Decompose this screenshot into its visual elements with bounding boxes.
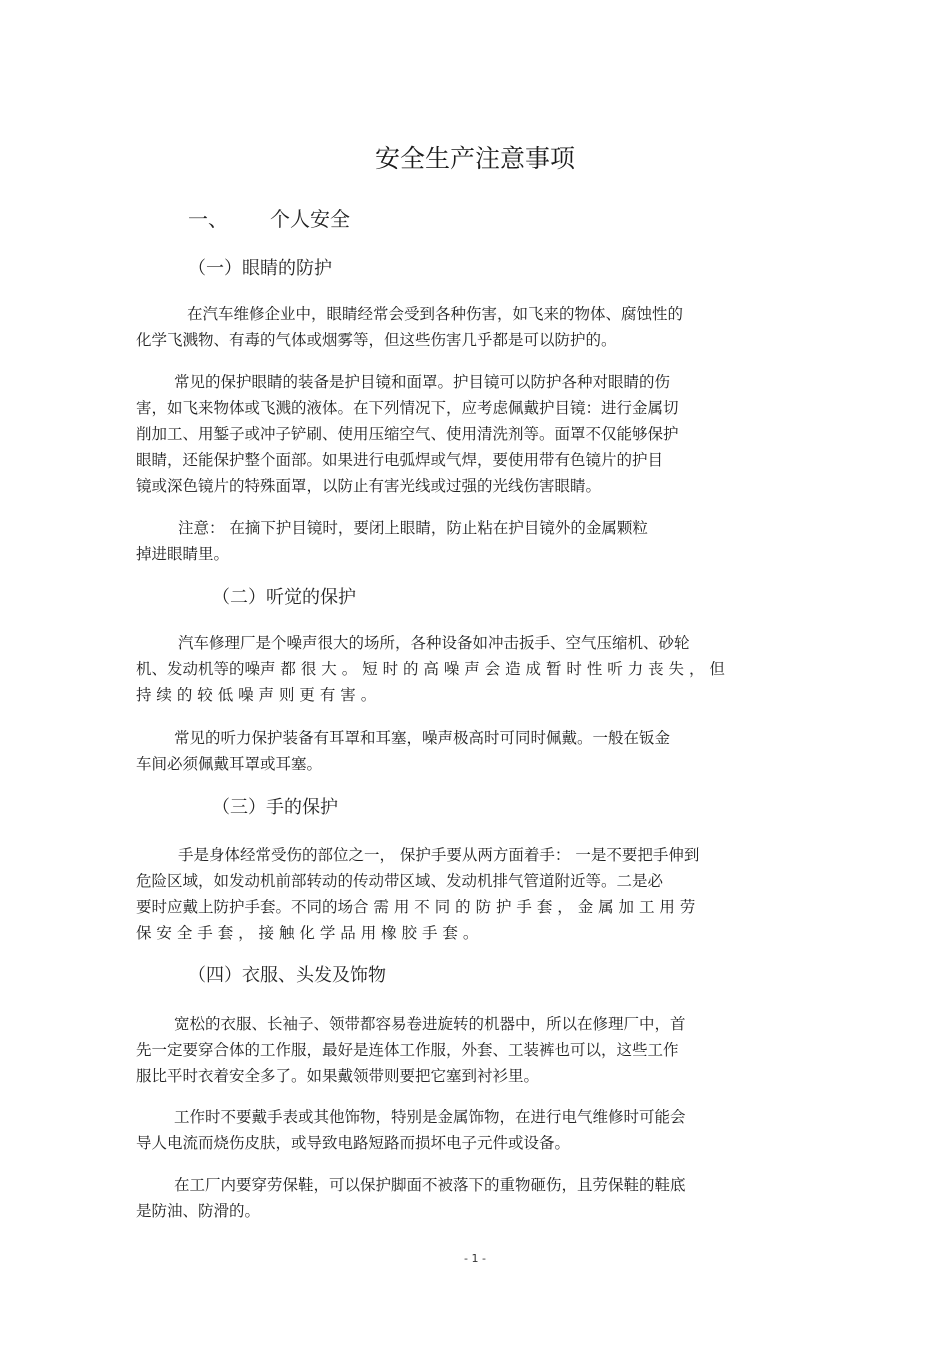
paragraph-line: 服比平时衣着安全多了。如果戴领带则要把它塞到衬衫里。 (136, 1067, 540, 1085)
paragraph-line: 先一定要穿合体的工作服，最好是连体工作服，外套、工装裤也可以，这些工作 (136, 1041, 679, 1059)
paragraph-line: 常见的听力保护装备有耳罩和耳塞，噪声极高时可同时佩戴。一般在钣金 (174, 729, 671, 747)
paragraph-line: 削加工、用錾子或冲子铲刷、使用压缩空气、使用清洗剂等。面罩不仅能够保护 (136, 425, 679, 443)
page-title: 安全生产注意事项 (374, 144, 575, 173)
subsection-heading-clothing: （四）衣服、头发及饰物 (188, 965, 386, 986)
section-label: 个人安全 (270, 207, 350, 231)
paragraph-line: 导人电流而烧伤皮肤，或导致电路短路而损坏电子元件或设备。 (136, 1134, 571, 1152)
paragraph-line: 在汽车维修企业中，眼睛经常会受到各种伤害，如飞来的物体、腐蚀性的 (187, 305, 684, 323)
paragraph-line: 手是身体经常受伤的部位之一， 保护手要从两方面着手： 一是不要把手伸到 (178, 846, 700, 864)
paragraph-hearing-1 (136, 630, 725, 708)
paragraph-line: 持 续 的 较 低 噪 声 则 更 有 害 。 (136, 686, 377, 704)
paragraph-hands-1 (136, 842, 699, 946)
paragraph-hearing-2 (136, 725, 670, 777)
paragraph-eyes-2 (136, 369, 679, 499)
paragraph-line: 机、发动机等的噪声 都 很 大 。 短 时 的 高 噪 声 会 造 成 暂 时 性 听 力 丧 失 ， 但 (136, 660, 725, 678)
paragraph-line: 要时应戴上防护手套。不同的场合 需 用 不 同 的 防 护 手 套 ， 金 属 加 工 用 劳 (136, 898, 696, 916)
paragraph-eyes-1 (136, 301, 683, 353)
paragraph-line: 化学飞溅物、有毒的气体或烟雾等，但这些伤害几乎都是可以防护的。 (136, 331, 617, 349)
paragraph-line: 害，如飞来物体或飞溅的液体。在下列情况下，应考虑佩戴护目镜：进行金属切 (136, 399, 679, 417)
subsection-heading-eyes: （一）眼睛的防护 (188, 258, 332, 279)
paragraph-line: 保 安 全 手 套 ， 接 触 化 学 品 用 橡 胶 手 套 。 (136, 924, 479, 942)
paragraph-line: 掉进眼睛里。 (136, 545, 230, 563)
paragraph-line: 镜或深色镜片的特殊面罩，以防止有害光线或过强的光线伤害眼睛。 (136, 477, 602, 495)
paragraph-line: 眼睛，还能保护整个面部。如果进行电弧焊或气焊，要使用带有色镜片的护目 (136, 451, 664, 469)
page-number: - 1 - (464, 1252, 486, 1265)
paragraph-line: 危险区域，如发动机前部转动的传动带区域、发动机排气管道附近等。二是必 (136, 872, 664, 890)
paragraph-line: 车间必须佩戴耳罩或耳塞。 (136, 755, 323, 773)
paragraph-line: 在工厂内要穿劳保鞋，可以保护脚面不被落下的重物砸伤，且劳保鞋的鞋底 (174, 1176, 686, 1194)
section-heading (188, 205, 350, 233)
paragraph-line: 注意： 在摘下护目镜时，要闭上眼睛，防止粘在护目镜外的金属颗粒 (178, 519, 648, 537)
paragraph-eyes-note (136, 515, 648, 567)
subsection-heading-hearing: （二）听觉的保护 (212, 587, 356, 608)
paragraph-line: 是防油、防滑的。 (136, 1202, 261, 1220)
paragraph-line: 常见的保护眼睛的装备是护目镜和面罩。护目镜可以防护各种对眼睛的伤 (174, 373, 671, 391)
section-number: 一、 (188, 207, 228, 231)
paragraph-line: 汽车修理厂是个噪声很大的场所，各种设备如冲击扳手、空气压缩机、砂轮 (178, 634, 690, 652)
paragraph-line: 宽松的衣服、长袖子、领带都容易卷进旋转的机器中，所以在修理厂中，首 (174, 1015, 686, 1033)
paragraph-clothing-3 (136, 1172, 686, 1224)
subsection-heading-hands: （三）手的保护 (212, 797, 338, 818)
paragraph-clothing-1 (136, 1011, 686, 1089)
paragraph-clothing-2 (136, 1104, 686, 1156)
paragraph-line: 工作时不要戴手表或其他饰物，特别是金属饰物，在进行电气维修时可能会 (174, 1108, 686, 1126)
